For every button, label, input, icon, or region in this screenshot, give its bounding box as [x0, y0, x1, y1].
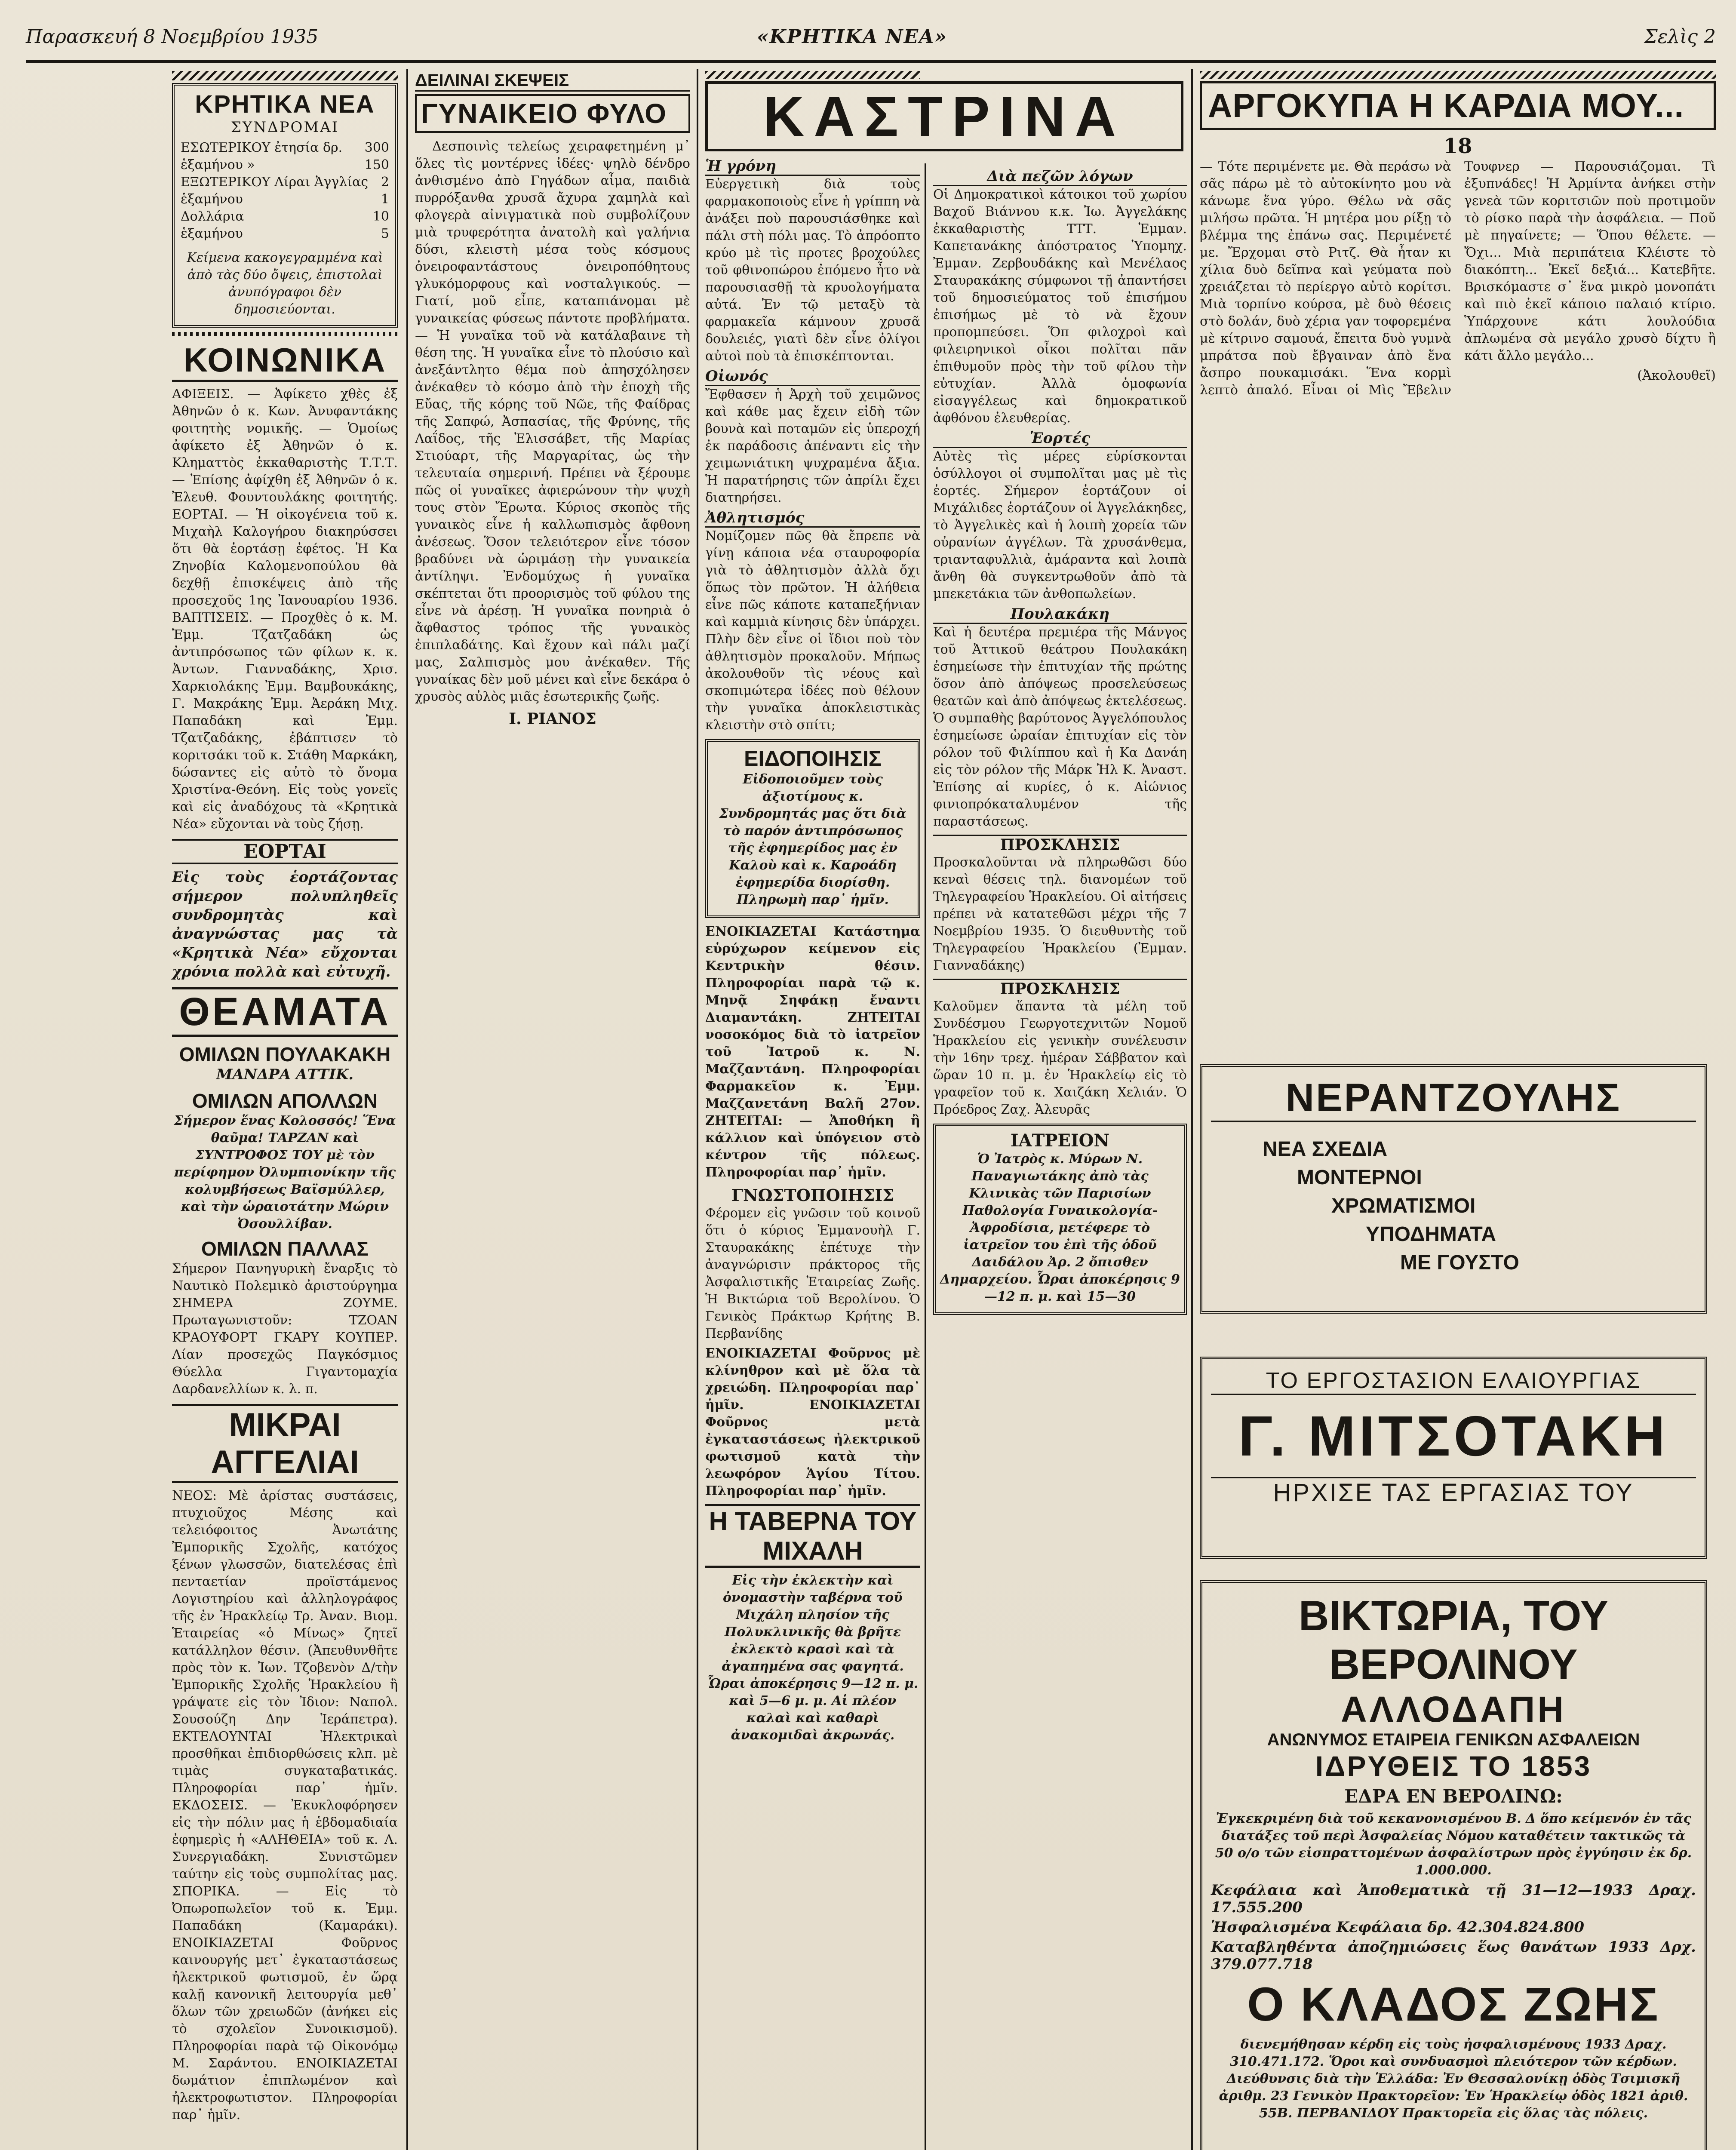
ad-victoria-name: ΒΙΚΤΩΡΙΑ, ΤΟΥ ΒΕΡΟΛΙΝΟΥ — [1298, 1592, 1609, 1688]
column-divider — [1191, 69, 1193, 2150]
section-text: Εὐεργετικὴ διὰ τοὺς φαρμακοποιοὺς εἶνε ἡ γρίππη νὰ ἀνάξει ποὺ παρουσιάσθηκε καὶ πάλι στὴ πόλι μας. Τὸ ἀπρόοπτο κρύο μὲ τὶς προτες βροχούλες τοῦ φθινοπώρου ἐπόμενο ἦτο νὰ παρουσιασθῇ τὰ κρυολογήματα αὐτά. Ἐν τῷ μεταξὺ τὰ φαρμακεῖα κάμνουν χρυσᾶ δουλειές, γιατὶ δὲν εἶνε ὀλίγοι αὐτοὶ ποὺ τὰ ἐπισκέπτονται. — [705, 177, 920, 364]
column-4 — [933, 168, 1187, 2150]
notice-box — [705, 739, 920, 918]
section-title: Ἀθλητισμός — [705, 509, 920, 528]
rate-value: 2 — [381, 175, 389, 190]
rate-label: ἑξαμήνου » — [181, 157, 255, 172]
ornament-border — [705, 71, 920, 79]
section-text: Καὶ ἡ δευτέρα πρεμιέρα τῆς Μάνγος τοῦ Ἀττικοῦ θεάτρου Πουλακάκη ἐσημείωσε τὴν ἐπιτυχίαν τῆς πρώτης ὅσον ἀπὸ ἀπόψεως προσελεύσεως θεατῶν καὶ ἀπὸ ἀπόψεως ἐκτελέσεως. Ὁ συμπαθὴς βαρύτονος Ἀγγελόπουλος ἐσημείωσε ὡραίαν ἐπιτυχίαν εἰς τὸν ρόλον τοῦ Φιλίππου καὶ ἡ Κα Δανάη εἰς τὸν ρόλον τῆς Μάρκ Ἠλ Κ. Ἀναστ. Ἐπίσης αἱ κυρίες, ὁ κ. Αἰώνιος φινιοπρόκαταλυμένον τῆς παραστάσεως. — [933, 625, 1187, 829]
rate-value: 10 — [372, 209, 389, 224]
ad-nerantzoulis-lines — [1211, 1135, 1696, 1277]
rate-label: ἑξαμήνου — [181, 192, 243, 207]
invitation-title: ΠΡΟΣΚΛΗΣΙΣ — [933, 979, 1187, 998]
ad-line: ΜΟΝΤΕΡΝΟΙ — [1297, 1166, 1422, 1189]
notice-title: ΕΙΔΟΠΟΙΗΣΙΣ — [744, 746, 882, 771]
rate-value: 150 — [364, 157, 389, 172]
taverna-title: Η ΤΑΒΕΡΝΑ ΤΟΥ ΜΙΧΑΛΗ — [705, 1504, 920, 1568]
subscription-subtitle: ΣΥΝΔΡΟΜΑΙ — [230, 119, 339, 136]
ad-mitsotaki-bottom: ΗΡΧΙΣΕ ΤΑΣ ΕΡΓΑΣΙΑΣ ΤΟΥ — [1211, 1477, 1696, 1507]
rate-value: 1 — [381, 192, 389, 207]
newspaper-title: «ΚΡΗΤΙΚΑ ΝΕΑ» — [757, 26, 947, 48]
section-text: Οἱ Δημοκρατικοὶ κάτοικοι τοῦ χωρίου Βαχοῦ Βιάννου κ.κ. Ἰω. Ἀγγελάκης ἐκκαθαριστὴς ΤΤΤ. Ἐμμαν. Καπετανάκης ἀπόστρατος Ὑπομηχ. Ἐμμαν. Ζερβουδάκης καὶ Μενέλαος Σταυρακάκης σύμφωνοι τῇ ἀπαντήσει τοῦ δημοσιεύματος τοῦ ἐπισήμου ἐπισήμως μὲ τὸ νὰ ἔχουν προπομπεύσει. Ὅπ φιλοχροὶ καὶ φιλειρηνικοὶ οἶκοι πολῖται πᾶν ἐπιθυμοῦν πρὸς τὴν τοῦ φίλου τὴν εὐτυχίαν. Ἀλλὰ ὁμοφωνία εἰσαγγέλεως καὶ δημοκρατικοῦ ἀφθόνου ἐλευθερίας. — [933, 187, 1187, 426]
gnostopoiesis-title: ΓΝΩΣΤΟΠΟΙΗΣΙΣ — [731, 1186, 894, 1205]
section-title: Ἡ γρόνη — [705, 157, 920, 176]
social-title: ΚΟΙΝΩΝΙΚΑ — [172, 341, 398, 382]
ad-victoria-founded: ΙΔΡΥΘΕΙΣ ΤΟ 1853 — [1315, 1750, 1592, 1782]
rate-label: Δολλάρια — [181, 209, 244, 224]
article-text: Δεσποινὶς τελείως χειραφετημένη μ᾽ ὅλες τὶς μοντέρνες ἰδέες· ψηλὸ δένδρο ἀνθισμένο ἀπὸ Γηγάδων αἷμα, παιδιὰ πυρρόξανθα χρυσᾶ ἄχυρα χαμηλὰ καὶ φλογερὰ αἰνιγματικὰ ποὺ συμβολίζουν μιὰ τρυφερότητα ἀνατολὴ καὶ γαλήνια δύσι, κλειστὴ μέσα τοὺς κόσμους ὀνειροφαντάστους ὀνειροπόθητους γλυκόμορφους καὶ νοσταλγικούς. — Γιατί, μοῦ εἶπε, καταπιάνομαι μὲ γυναικείας φύσεως πάντοτε προβλήματα. — Ἡ γυναῖκα τοῦ νὰ κατάλαβαινε τὴ θέση της. Ἡ γυναῖκα εἶνε τὸ πλούσιο καὶ ἀνεξάντλητο θέμα ποὺ ἀπησχόλησεν ἀνέκαθεν τὸ κόσμο ἀπὸ τὴν ἐποχὴ τῆς Εὔας, τῆς κόρης τοῦ Νῶε, τῆς Φαίδρας τῆς Σαπφώ, Ἀσπασίας, τῆς Φρύνης, τῆς Λαΐδος, τῆς Ἐλισσάβετ, τῆς Μαρίας Στιούαρτ, τῆς Μαργαρίτας, ὡς τὴν τελευταία σημερινή. Πρέπει νὰ ξέρουμε πῶς οἱ γυναῖκες ἀφιερώνουν τὴν ψυχὴ τους στὸν Ἔρωτα. Κύριος σκοπὸς τῆς γυναικὸς εἶνε ἡ καλλωπισμὸς ἄφθονη ἀνέσεως. Ὅσον τελειότερον εἶνε τόσον βραδύνει νὰ ὡριμάσῃ τὴν γυναικεία ἀντίληψι. Ἐνδομύχως ἡ γυναῖκα σκέπτεται ὅτι προορισμὸς τοῦ φύλου της εἶνε νὰ ἀρέσῃ. Ἡ γυναῖκα πονηριὰ ὁ ἄφθαστος τρόπος τῆς γυναικὸς ἐπιπλαδάτης. Καὶ ἔχουν καὶ πάλι μαζί μας, Σαλπισμὸς μου ἀνέκαθεν. Τῆς γυναίκας δὲν μοῦ μένει καὶ εἶνε δεκάρα ὁ χρυσὸς αὐλὸς μιᾶς ἐσωτερικῆς ζωῆς. — [415, 139, 690, 704]
classified-ads: ΕΝΟΙΚΙΑΖΕΤΑΙ Κατάστημα εὑρύχωρον κείμενον εἰς Κεντρικὴν θέσιν. Πληροφορίαι παρὰ τῷ κ. Μηνᾷ Σηφάκῃ ἔναντι Διαμαντάκη. ΖΗΤΕΙΤΑΙ νοσοκόμος διὰ τὸ ἰατρεῖον τοῦ Ἰατροῦ κ. Ν. Μαζζαντάνη. Πληροφορίαι Φαρμακεῖον κ. Ἐμμ. Μαζζανετάνη Βαλῆ 27ον. ΖΗΤΕΙΤΑΙ: — Ἀποθήκη ἢ κάλλιον καὶ ὑπόγειον στὸ κέντρον τῆς πόλεως. Πληροφορίαι παρ᾽ ἡμῖν. — [705, 924, 920, 1180]
rate-label: ἑξαμήνου — [181, 226, 243, 241]
ad-victoria-sub: ΑΛΛΟΔΑΠΗ — [1341, 1689, 1566, 1729]
subscription-note: Κείμενα κακογεγραμμένα καὶ ἀπὸ τὰς δύο ὄψεις, ἐπιστολαὶ ἀνυπόγραφοι δὲν δημοσιεύονται. — [187, 250, 383, 317]
shows-title: ΘΕΑΜΑΤΑ — [172, 987, 398, 1037]
ornament-rule — [172, 332, 398, 336]
page-number: Σελὶς 2 — [1644, 26, 1716, 48]
serial-continued: (Ἀκολουθεῖ) — [1637, 368, 1716, 383]
subscription-rate-row — [181, 208, 389, 225]
article-signature: Ι. ΡΙΑΝΟΣ — [509, 710, 596, 728]
subscription-rate-row — [181, 157, 389, 174]
ad-victoria-text: Ἐγκεκριμένη διὰ τοῦ κεκανονισμένου Β. Δ ὅπο κείμενόν ἐν τᾶς διατάξες τοῦ περὶ Ἀσφαλείας Νόμου καταθέτειν τακτικῶς τὰ 50 ο/ο τῶν εἰσπραττομένων ἀσφαλίστρων πρὸς ἐγγύησιν ἐκ δρ. 1.000.000. — [1215, 1811, 1692, 1878]
article-title: ΓΥΝΑΙΚΕΙΟ ΦΥΛΟ — [415, 94, 690, 133]
ad-line: ΧΡΩΜΑΤΙΣΜΟΙ — [1331, 1195, 1476, 1217]
clinic-text: Ὁ Ἰατρὸς κ. Μύρων Ν. Παναγιωτάκης ἀπὸ τὰς Κλινικὰς τῶν Παρισίων Παθολογία Γυναικολογία-Ἀφροδίσια, μετέφερε τὸ ἰατρεῖον του ἐπὶ τῆς ὁδοῦ Δαιδάλου Ἀρ. 2 ὄπισθεν Δημαρχείου. Ὧραι ἀποκέρησις 9—12 π. μ. καὶ 15—30 — [940, 1152, 1180, 1304]
classified-text: ΝΕΟΣ: Μὲ ἀρίστας συστάσεις, πτυχιοῦχος Μέσης καὶ τελειόφοιτος Ἀνωτάτης Ἐμπορικῆς Σχολῆς, κατόχος ξένων γλωσσῶν, διατελέσας ἐπὶ πενταετίαν προϊστάμενος Λογιστηρίου καὶ ἀλληλογράφος τῆς ἐν Ἡρακλείῳ Τρ. Ἀναν. Βιομ. Ἑταιρείας «ὁ Μίνως» ζητεῖ κατάλληλον θέσιν. (Ἀπευθυνθῆτε πρὸς τὸν κ. Ἰων. Τζοβενὸν Δ/τὴν Ἐμπορικῆς Σχολῆς Ἡρακλείου ἢ γράψατε εἰς τὸν Ἰδιον: Ναπολ. Σουσούζη Δην Ἱεράπετρα). ΕΚΤΕΛΟΥΝΤΑΙ Ἠλεκτρικαὶ προσθῆκαι ἐπιδιορθώσεις κλπ. μὲ τιμὰς συγκαταβατικάς. Πληροφορίαι παρ᾽ ἡμῖν. ΕΚΔΟΣΕΙΣ. — Ἐκυκλοφόρησεν εἰς τὴν πόλιν μας ἡ ἑβδομαδιαία ἐφημερὶς ἡ «ΑΛΗΘΕΙΑ» τοῦ κ. Λ. Συνεργιαδάκη. Συνιστῶμεν ταύτην εἰς τοὺς συμπολίτας μας. ΣΠΟΡΙΚΑ. — Εἰς τὸ Ὀπωροπωλεῖον τοῦ κ. Ἐμμ. Παπαδάκη (Καμαράκι). ΕΝΟΙΚΙΑΖΕΤΑΙ Φοῦρνος καινουργής μετ᾽ ἐγκαταστάσεως ἠλεκτρικοῦ φωτισμοῦ, ἐν ὥρᾳ καλῇ κανονικῆ λειτουργία μεθ᾽ ὅλων τῶν χρειωδῶν (ἀνήκει εἰς τὸ σχολεῖον Συνοικισμοῦ). Πληροφορίαι παρὰ τῷ Οἰκονόμῳ Μ. Σαράντου. ΕΝΟΙΚΙΑΖΕΤΑΙ δωμάτιον ἐπιπλωμένον καὶ ἠλεκτροφωτιστον. Πληροφορίαι παρ᾽ ἡμῖν. — [172, 1488, 398, 2122]
classified-title: ΜΙΚΡΑΙ ΑΓΓΕΛΙΑΙ — [172, 1404, 398, 1483]
taverna-text: Εἰς τὴν ἐκλεκτὴν καὶ ὀνομαστὴν ταβέρνα τοῦ Μιχάλη πλησίον τῆς Πολυκλινικῆς θὰ βρῆτε ἐκλεκτὸ κρασὶ καὶ τὰ ἀγαπημένα σας φαγητά. Ὧραι ἀποκέρησις 9—12 π. μ. καὶ 5—6 μ. μ. Αἱ πλέον καλαὶ καὶ καθαρὶ ἀνακομιδαὶ ἀκρωνάς. — [707, 1573, 919, 1743]
ad-victoria — [1200, 1580, 1707, 2150]
ad-nerantzoulis — [1200, 1064, 1707, 1314]
column-divider — [697, 69, 698, 2150]
cinema-3-name: ΟΜΙΛΩΝ ΠΑΛΛΑΣ — [201, 1238, 369, 1260]
social-text: ΑΦΙΞΕΙΣ. — Ἀφίκετο χθὲς ἐξ Ἀθηνῶν ὁ κ. Κων. Ἀνυφαντάκης φοιτητὴς νομικῆς. — Ὁμοίως ἀφίκετο ἐξ Ἀθηνῶν ὁ κ. Κληματτὸς ἐκκαθαριστὴς Τ.Τ.Τ. — Ἐπίσης ἀφίχθη ἐξ Ἀθηνῶν ὁ κ. Ἐλευθ. Φουντουλάκης φοιτητής. ΕΟΡΤΑΙ. — Ἡ οἰκογένεια τοῦ κ. Μιχαὴλ Καλογήρου διακηρύσσει ὅτι θὰ ἑορτάσῃ ἐφέτος. Ἡ Κα Ζηνοβία Καλομενοπούλου θὰ δεχθῇ ἐπισκέψεις ἀπὸ τῆς προσεχοῦς 1ης Ἰανουαρίου 1936. ΒΑΠΤΙΣΕΙΣ. — Προχθὲς ὁ κ. Μ. Ἐμμ. Τζατζαδάκη ὡς ἀντιπρόσωπος τῶν φίλων κ. κ. Ἀντων. Γιανναδάκης, Χρισ. Χαρκιολάκης Ἐμμ. Βαμβουκάκης, Γ. Μακράκης Ἐμμ. Ἀεράκη Μιχ. Παπαδάκη καὶ Ἐμμ. Τζατζαδάκης, ἐβάπτισεν τὸ κοριτσάκι τοῦ κ. Στάθη Μαρκάκη, δώσαντες εἰς αὐτὸ τὸ ὄνομα Χριστίνα-Θεόνη. Εἰς τοὺς γονεῖς καὶ εἰς ἀναδόχους τὰ «Κρητικὰ Νέα» εὔχονται νὰ τοὺς ζήσῃ. — [172, 387, 398, 832]
cinema-3-text: Σήμερον Πανηγυρικὴ ἔναρξις τὸ Ναυτικὸ Πολεμικὸ ἀριστούργημα ΣΗΜΕΡΑ ΖΟΥΜΕ. Πρωταγωνιστοῦν: ΤΖΟΑΝ ΚΡΑΟΥΦΟΡΤ ΓΚΑΡΥ ΚΟΥΠΕΡ. Λίαν προσεχῶς Παγκόσμιος Θύελλα Γιγαντομαχία Δαρδανελλίων κ. λ. π. — [172, 1261, 398, 1397]
invitation-text: Καλοῦμεν ἅπαντα τὰ μέλη τοῦ Συνδέσμου Γεωργοτεχνιτῶν Νομοῦ Ἡρακλείου εἰς γενικὴν συνέλευσιν τὴν 16ην τρεχ. ἡμέραν Σάββατον καὶ ὥραν 10 π. μ. ἐν Ἡρακλείῳ εἰς τὸ γραφεῖον τοῦ κ. Χαιζάκη Χελιάν. Ὁ Πρόεδρος Ζαχ. Ἀλευρᾶς — [933, 999, 1187, 1117]
serial-number: 18 — [1443, 134, 1472, 158]
section-text: Νομίζομεν πῶς θὰ ἔπρεπε νὰ γίνῃ κάποια νέα σταυροφορία γιὰ τὸ ἀθλητισμὸν ἀλλὰ ὄχι ὅπως τὸν πρῶτον. Ἡ ἀλήθεια εἶνε πῶς κάποτε καταπεξήνιαν καὶ καμμιὰ κίνησις δὲν ὑπάρχει. Πλὴν δὲν εἶνε οἱ ἴδιοι ποὺ τὸν ἀθλητισμὸν προκαλοῦν. Μήπως ἀκολουθοῦν τὶς νέους καὶ σκοπιμώτερα ἰδέες ποὺ θέλουν τὴν γυναῖκα ἀποκλειστικὰς κλειστὴν στὸ σπίτι; — [705, 528, 920, 733]
column-divider — [406, 69, 408, 2150]
cinema-2-text: Σήμερον ἕνας Κολοσσός! Ἕνα θαῦμα! ΤΑΡΖΑΝ καὶ ΣΥΝΤΡΟΦΟΣ ΤΟΥ μὲ τὸν περίφημον Ὀλυμπιονίκην τῆς κολυμβήσεως Βαϊσμύλλερ, καὶ τὴν ὡραιοτάτην Μώριν Ὀσουλλίβαν. — [174, 1113, 396, 1232]
serial-text-columns — [1200, 158, 1716, 399]
classified-ads-2: ΕΝΟΙΚΙΑΖΕΤΑΙ Φοῦρνος μὲ κλίνηθρον καὶ μὲ ὅλα τὰ χρειώδη. Πληροφορίαι παρ᾽ ἡμῖν. ΕΝΟΙΚΙΑΖΕΤΑΙ Φοῦρνος μετὰ ἐγκαταστάσεως ἠλεκτρικοῦ φωτισμοῦ κατὰ τὴν λεωφόρον Ἁγίου Τίτου. Πληροφορίαι παρ᾽ ἡμῖν. — [705, 1346, 920, 1499]
ornament-border — [172, 71, 398, 80]
column-divider — [925, 163, 926, 2150]
feasts-title: ΕΟΡΤΑΙ — [172, 839, 398, 864]
cinema-1-sub: ΜΑΝΔΡΑ ΑΤΤΙΚ. — [216, 1066, 354, 1083]
column-2 — [415, 71, 690, 2150]
gnostopoiesis-text: Φέρομεν εἰς γνῶσιν τοῦ κοινοῦ ὅτι ὁ κύριος Ἐμμανουὴλ Γ. Σταυρακάκης ἐπέτυχε τὴν ἀναγνώρισιν πράκτορος τῆς Ἀσφαλιστικῆς Ἑταιρείας Ζωῆς. Ἡ Βικτώρια τοῦ Βερολίνου. Ὁ Γενικὸς Πράκτωρ Κρήτης Β. Περβανίδης — [705, 1206, 920, 1341]
invitation-text: Προσκαλοῦνται νὰ πληρωθῶσι δύο κεναὶ θέσεις τηλ. διανομέων τοῦ Τηλεγραφείου Ἡρακλείου. Οἱ αἰτήσεις πρέπει νὰ κατατεθῶσι μέχρι τῆς 7 Νοεμβρίου 1935. Ὁ διευθυντὴς τοῦ Τηλεγραφείου Ἡρακλείου (Ἐμμαν. Γιανναδάκης) — [933, 855, 1187, 973]
ad-victoria-row: Κεφάλαια καὶ Ἀποθεματικὰ τῇ 31—12—1933 Δραχ. 17.555.200 — [1211, 1882, 1696, 1916]
section-title: Οἰωνός — [705, 368, 920, 386]
issue-date: Παρασκευή 8 Νοεμβρίου 1935 — [26, 26, 319, 48]
subscription-box — [172, 83, 398, 328]
cinema-1-name: ΟΜΙΛΩΝ ΠΟΥΛΑΚΑΚΗ — [179, 1043, 391, 1066]
masthead-rule — [26, 60, 1716, 63]
kastrina-banner: ΚΑΣΤΡΙΝΑ — [705, 81, 1183, 151]
ad-mitsotaki — [1200, 1357, 1707, 1559]
ad-klados-zois: Ο ΚΛΑΔΟΣ ΖΩΗΣ — [1247, 1978, 1660, 2031]
ad-nerantzoulis-name: ΝΕΡΑΝΤΖΟΥΛΗΣ — [1211, 1075, 1696, 1122]
ad-victoria-company: ΑΝΩΝΥΜΟΣ ΕΤΑΙΡΕΙΑ ΓΕΝΙΚΩΝ ΑΣΦΑΛΕΙΩΝ — [1267, 1730, 1640, 1749]
column-5 — [1200, 71, 1716, 2150]
rate-label: ΕΣΩΤΕΡΙΚΟΥ ἐτησία δρ. — [181, 140, 343, 155]
rate-label: ΕΞΩΤΕΡΙΚΟΥ Λίραι Ἀγγλίας — [181, 175, 369, 190]
ad-mitsotaki-top: ΤΟ ΕΡΓΟΣΤΑΣΙΟΝ ΕΛΑΙΟΥΡΓΙΑΣ — [1211, 1368, 1696, 1395]
rate-value: 5 — [381, 226, 389, 241]
invitation-title: ΠΡΟΣΚΛΗΣΙΣ — [933, 835, 1187, 854]
section-title: Διὰ πεζῶν λόγων — [933, 168, 1187, 186]
ad-line: ΜΕ ΓΟΥΣΤΟ — [1400, 1251, 1519, 1274]
clinic-title: ΙΑΤΡΕΙΟΝ — [1010, 1130, 1110, 1151]
ad-mitsotaki-name: Γ. ΜΙΤΣΟΤΑΚΗ — [1238, 1404, 1669, 1468]
subscription-rate-row — [181, 225, 389, 243]
ad-victoria-seat: ΕΔΡΑ ΕΝ ΒΕΡΟΛΙΝΩ: — [1344, 1786, 1563, 1807]
cinema-2-name: ΟΜΙΛΩΝ ΑΠΟΛΛΩΝ — [192, 1090, 378, 1112]
subscription-rates — [181, 139, 389, 243]
notice-text: Εἰδοποιοῦμεν τοὺς ἀξιοτίμους κ. Συνδρομητάς μας ὅτι διὰ τὸ παρόν ἀντιπρόσωπος τῆς ἐφημερίδος μας ἐν Καλοὺ καὶ κ. Καροάδη ἐφημερίδα διορίσθη. Πληρωμὴ παρ᾽ ἡμῖν. — [719, 772, 906, 907]
article-kicker: ΔΕΙΛΙΝΑΙ ΣΚΕΨΕΙΣ — [415, 71, 690, 92]
clinic-box — [933, 1124, 1187, 1315]
ad-victoria-row: Καταβληθέντα ἀποζημιώσεις ἕως θανάτων 1933 Δρχ. 379.077.718 — [1211, 1938, 1696, 1973]
subscription-rate-row — [181, 174, 389, 191]
masthead — [26, 17, 1716, 56]
section-title: Πουλακάκη — [933, 605, 1187, 624]
ad-victoria-row: Ἡσφαλισμένα Κεφάλαια δρ. 42.304.824.800 — [1211, 1919, 1585, 1936]
section-text: Αὐτὲς τὶς μέρες εὑρίσκονται ὁσύλλογοι οἱ συμπολῖται μας μὲ τὶς ἑορτές. Σήμερον ἑορτάζουν οἱ Μιχάλιδες ἑορτάζουν οἱ Ἀγγελάκηδες, τὸ Ἀγγελικὲς καὶ ἡ λοιπὴ χορεία τῶν οὐρανίων ἀγγέλων. Τὰ χρυσάνθεμα, τριανταφυλλιὰ, ἀμάραντα καὶ λοιπὰ ἄνθη θὰ συγκεντρωθοῦν ἀπὸ τὰ μπεκετάκια τῶν ἀνθοπωλείων. — [933, 449, 1187, 602]
ornament-border — [1200, 71, 1716, 79]
subscription-rate-row — [181, 191, 389, 208]
section-title: Ἑορτές — [933, 430, 1187, 448]
serial-text: — Τότε περιμένετε με. Θὰ περάσω νὰ σᾶς πάρω μὲ τὸ αὐτοκίνητο μου νὰ κάνωμε ἕνα γύρο. Θέλω νὰ σᾶς μιλήσω πρῶτα. Ἡ μητέρα μου ρίξῃ τὸ βλέμμα της ἐπάνω σας. Περιμένετέ με. Ἔρχομαι στὸ Ριτζ. Θὰ ἦταν κι χίλια δυὸ δεῖπνα καὶ γεύματα ποὺ χρειάζεται τὸ περίεργο αὐτὸ κορίτσι. Μιὰ τορπίνο κούρσα, μὲ δυὸ θέσεις στὸ δολάν, δυὸ χέρια γαν τοφορεμένα μὲ κίτρινο σαμουά, ἔπειτα δυὸ γυμνὰ μπράτσα ποὺ ἔβγαιναν ἀπὸ ἕνα ἄσπρο πουκαμισάκι. Ἕνα κορμὶ λεπτὸ ἀπαλό. Εἶναι οἱ Μὶς Ἔβελιν Τουφνερ — Παρουσιάζομαι. Τὶ ἐξυπνάδες! Ἡ Ἀρμίντα ἀνήκει στὴν γενεὰ τῶν κοριτσιῶν ποὺ προτιμοῦν τὸ ρίσκο παρὰ τὴν ἀσφάλεια. — Ποῦ μὲ πηγαίνετε; — Ὅπου θέλετε. — Ὄχι... Μιὰ περιπάτεια Κλέιστε τὸ διακόπτη... Ἐκεῖ δεξιά... Κατεβῆτε. Βρισκόμαστε σ᾽ ἕνα μικρὸ μονοπάτι καὶ πιὸ ἐκεῖ κάποιο παλαιό κτίριο. Ὑπάρχουνε κάτι λουλούδια ἀπλωμένα σὰ μεγάλο χρυσὸ δίχτυ ἢ κάτι ἄλλο μεγάλο... — [1200, 159, 1716, 398]
section-text: Ἔφθασεν ἡ Ἀρχὴ τοῦ χειμῶνος καὶ κάθε μας ἔχειν εἰδὴ τῶν βουνὰ καὶ ποταμῶν εἰς ὑπεροχή ἐκ παράδοσις ἀπέναντι εἰς τὴν χειμωνιάτικη ψυχραμένα ἄξια. Ἡ παρατήρησις τῶν ἀπρίλι ἔχει διατηρήσει. — [705, 387, 920, 505]
serial-title: ΑΡΓΟΚΥΠΑ Η ΚΑΡΔΙΑ ΜΟΥ... — [1200, 81, 1716, 130]
ad-line: ΥΠΟΔΗΜΑΤΑ — [1366, 1223, 1496, 1246]
feasts-text: Εἰς τοὺς ἑορτάζοντας σήμερον πολυπληθεῖς συνδρομητὰς καὶ ἀναγνώστας μας τὰ «Κρητικὰ Νέα» εὔχονται χρόνια πολλὰ καὶ εὐτυχῆ. — [172, 869, 398, 980]
ad-line: ΝΕΑ ΣΧΕΔΙΑ — [1263, 1138, 1388, 1161]
subscription-title: ΚΡΗΤΙΚΑ ΝΕΑ — [195, 90, 375, 118]
ad-klados-text: διενεμήθησαν κέρδη εἰς τοὺς ἠσφαλισμένους 1933 Δραχ. 310.471.172. Ὅροι καὶ συνδυασμοὶ πλειότερον τῶν κέρδων. Διεύθυνσις διὰ τὴν Ἑλλάδα: Ἐν Θεσσαλονίκῃ ὁδὸς Τσιμισκῆ ἀριθμ. 23 Γενικὸν Πρακτορεῖον: Ἐν Ἡρακλείῳ ὁδὸς 1821 ἀριθ. 55Β. ΠΕΡΒΑΝΙΔΟΥ Πρακτορεῖα εἰς ὅλας τὰς πόλεις. — [1219, 2037, 1688, 2121]
subscription-rate-row — [181, 139, 389, 157]
rate-value: 300 — [364, 140, 389, 155]
column-1 — [172, 71, 398, 2150]
